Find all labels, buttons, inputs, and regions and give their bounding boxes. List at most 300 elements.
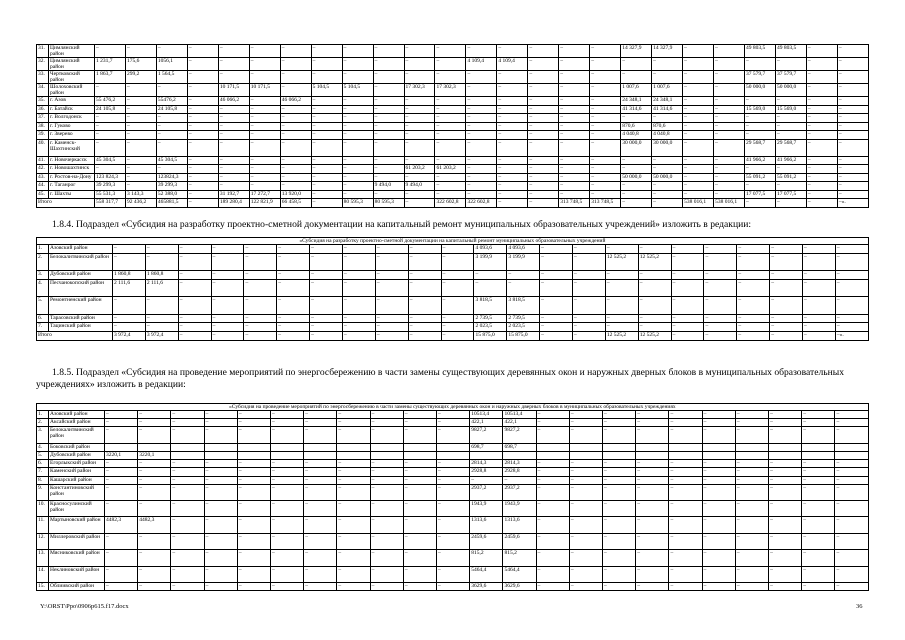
value-cell: – xyxy=(218,122,249,131)
value-cell: – xyxy=(304,484,337,500)
value-cell: – xyxy=(590,114,621,123)
value-cell: – xyxy=(342,58,373,71)
value-cell: – xyxy=(569,460,602,468)
value-cell: 24 105,8 xyxy=(156,105,187,114)
value-cell: – xyxy=(806,182,837,191)
value-cell: – xyxy=(125,139,156,156)
value-cell: – xyxy=(237,468,270,476)
table-caption: «Субсидия на проведение мероприятий по энергосбережению в части замены существующих деревянных окон и наружных дверных блоков в муниципальных образовательных учреждениях xyxy=(37,404,869,411)
value-cell xyxy=(669,443,702,451)
value-cell: – xyxy=(605,279,638,296)
value-cell: – xyxy=(249,139,280,156)
value-cell: – xyxy=(125,182,156,191)
value-cell: – xyxy=(403,419,436,427)
row-number-cell: 40. xyxy=(37,139,49,156)
value-cell: 55 531,3 xyxy=(95,190,126,199)
value-cell: – xyxy=(280,173,311,182)
value-cell: – xyxy=(569,476,602,484)
value-cell: 422,1 xyxy=(470,419,503,427)
value-cell: – xyxy=(404,173,435,182)
row-number-cell: 33. xyxy=(37,71,49,84)
value-cell: 465881,5 xyxy=(156,199,187,208)
value-cell: – xyxy=(370,427,403,443)
value-cell: – xyxy=(683,71,714,84)
value-cell: – xyxy=(528,105,559,114)
value-cell: – xyxy=(603,427,636,443)
value-cell: 49 803,5 xyxy=(745,45,776,58)
table-row xyxy=(37,501,869,517)
value-cell: – xyxy=(702,533,735,549)
table-row xyxy=(37,331,869,340)
value-cell: – xyxy=(211,279,244,296)
value-cell: – xyxy=(218,71,249,84)
value-cell: – xyxy=(540,297,573,314)
value-cell: – xyxy=(337,468,370,476)
value-cell: – xyxy=(590,122,621,131)
value-cell: – xyxy=(621,58,652,71)
value-cell: – xyxy=(770,314,803,323)
value-cell: – xyxy=(178,297,211,314)
value-cell: – xyxy=(138,533,171,549)
value-cell: – xyxy=(466,122,497,131)
value-cell: – xyxy=(280,114,311,123)
value-cell: – xyxy=(528,131,559,140)
value-cell: – xyxy=(138,427,171,443)
row-number-cell: 37. xyxy=(37,114,49,123)
value-cell: 2937,2 xyxy=(470,484,503,500)
district-name-cell: Азовский район xyxy=(49,245,113,254)
district-name-cell: Шолоховский район xyxy=(49,84,95,97)
value-cell: – xyxy=(603,517,636,533)
value-cell: – xyxy=(249,156,280,165)
value-cell: – xyxy=(837,122,868,131)
value-cell: – xyxy=(105,460,138,468)
value-cell: – xyxy=(435,182,466,191)
value-cell xyxy=(503,451,536,459)
value-cell: 122 821,9 xyxy=(249,199,280,208)
table-row xyxy=(37,451,869,459)
value-cell: – xyxy=(652,182,683,191)
value-cell: – xyxy=(745,165,776,174)
row-number-cell: 39. xyxy=(37,131,49,140)
value-cell: – xyxy=(559,114,590,123)
value-cell: 66 458,5 xyxy=(280,199,311,208)
value-cell: – xyxy=(683,156,714,165)
row-number-cell: 44. xyxy=(37,182,49,191)
value-cell: – xyxy=(671,323,704,332)
value-cell: – xyxy=(218,182,249,191)
value-cell: – xyxy=(280,84,311,97)
value-cell: 123824,3 xyxy=(156,173,187,182)
value-cell: – xyxy=(403,566,436,582)
district-name-cell: Чертковский район xyxy=(49,71,95,84)
value-cell: – xyxy=(466,105,497,114)
value-cell: 5464,4 xyxy=(470,566,503,582)
value-cell: – xyxy=(466,97,497,106)
value-cell: – xyxy=(204,460,237,468)
value-cell: – xyxy=(435,139,466,156)
value-cell: – xyxy=(603,501,636,517)
value-cell: – xyxy=(218,139,249,156)
value-cell xyxy=(802,451,835,459)
value-cell: – xyxy=(125,122,156,131)
value-cell: 17 077,5 xyxy=(775,190,806,199)
value-cell: – xyxy=(528,165,559,174)
value-cell: – xyxy=(590,156,621,165)
value-cell: – xyxy=(370,583,403,591)
value-cell: – xyxy=(277,297,310,314)
value-cell: – xyxy=(806,58,837,71)
value-cell: – xyxy=(171,468,204,476)
value-cell: 50 000,0 xyxy=(621,173,652,182)
value-cell: 9827,2 xyxy=(470,427,503,443)
value-cell: – xyxy=(105,468,138,476)
value-cell: – xyxy=(375,271,408,280)
value-cell: 55476,2 xyxy=(156,97,187,106)
value-cell: 12 525,2 xyxy=(605,331,638,340)
value-cell: 299,2 xyxy=(125,71,156,84)
value-cell: – xyxy=(218,165,249,174)
value-cell: – xyxy=(187,165,218,174)
value-cell: – xyxy=(603,550,636,566)
value-cell: – xyxy=(187,84,218,97)
value-cell: – xyxy=(370,419,403,427)
table-row xyxy=(37,443,869,451)
value-cell: – xyxy=(138,460,171,468)
value-cell: – xyxy=(803,279,836,296)
value-cell: – xyxy=(769,583,802,591)
value-cell: – xyxy=(437,468,470,476)
value-cell: – xyxy=(187,71,218,84)
value-cell: – xyxy=(311,182,342,191)
row-number-cell: 36. xyxy=(37,105,49,114)
table-row xyxy=(37,190,869,199)
value-cell: – xyxy=(636,550,669,566)
value-cell: – xyxy=(802,484,835,500)
value-cell: – xyxy=(342,139,373,156)
value-cell: – xyxy=(342,165,373,174)
value-cell: – xyxy=(466,131,497,140)
value-cell: – xyxy=(280,71,311,84)
row-number-cell: 42. xyxy=(37,165,49,174)
value-cell: 15 569,0 xyxy=(775,105,806,114)
value-cell: – xyxy=(105,533,138,549)
value-cell: – xyxy=(683,97,714,106)
value-cell: – xyxy=(337,533,370,549)
value-cell: 322 602,8 xyxy=(466,199,497,208)
row-number-cell: 8. xyxy=(37,476,49,484)
value-cell: – xyxy=(342,45,373,58)
value-cell: – xyxy=(683,45,714,58)
value-cell: – xyxy=(156,84,187,97)
district-name-cell: Тацинский район xyxy=(49,323,113,332)
value-cell: – xyxy=(714,173,745,182)
value-cell: – xyxy=(671,331,704,340)
value-cell: – xyxy=(311,122,342,131)
district-name-cell: г. Ростов-на-Дону xyxy=(49,173,95,182)
value-cell: – xyxy=(573,279,606,296)
value-cell: – xyxy=(603,533,636,549)
value-cell xyxy=(569,451,602,459)
value-cell: – xyxy=(156,122,187,131)
value-cell xyxy=(105,443,138,451)
value-cell: – xyxy=(536,468,569,476)
value-cell: – xyxy=(408,279,441,296)
value-cell: – xyxy=(806,173,837,182)
value-cell: 1313,6 xyxy=(470,517,503,533)
value-cell: 55 091,2 xyxy=(745,173,776,182)
value-cell: – xyxy=(145,314,178,323)
value-cell xyxy=(835,451,868,459)
value-cell: 61 203,2 xyxy=(435,165,466,174)
value-cell xyxy=(403,451,436,459)
value-cell: – xyxy=(702,427,735,443)
value-cell xyxy=(636,443,669,451)
value-cell: – xyxy=(311,131,342,140)
value-cell: – xyxy=(311,173,342,182)
value-cell: – xyxy=(437,411,470,419)
district-name-cell: Тарасовский район xyxy=(49,314,113,323)
value-cell: – xyxy=(311,139,342,156)
value-cell: – xyxy=(714,45,745,58)
value-cell: – xyxy=(835,271,868,280)
table-row xyxy=(37,271,869,280)
page-number: 36 xyxy=(856,603,863,610)
value-cell: – xyxy=(277,271,310,280)
value-cell: 46 066,2 xyxy=(280,97,311,106)
value-cell: 2 111,6 xyxy=(113,279,146,296)
value-cell: – xyxy=(714,156,745,165)
value-cell: – xyxy=(280,182,311,191)
value-cell: – xyxy=(466,114,497,123)
value-cell: – xyxy=(636,460,669,468)
value-cell: – xyxy=(528,97,559,106)
value-cell: – xyxy=(211,323,244,332)
value-cell: – xyxy=(671,314,704,323)
value-cell: – xyxy=(714,71,745,84)
value-cell: – xyxy=(837,97,868,106)
value-cell: – xyxy=(669,517,702,533)
value-cell: 313 748,5 xyxy=(559,199,590,208)
value-cell xyxy=(835,443,868,451)
value-cell: – xyxy=(669,550,702,566)
value-cell: – xyxy=(310,253,343,270)
value-cell: – xyxy=(375,323,408,332)
value-cell: – xyxy=(621,165,652,174)
value-cell: 3 818,5 xyxy=(507,297,540,314)
value-cell: 50 000,0 xyxy=(775,84,806,97)
value-cell: – xyxy=(702,460,735,468)
value-cell: – xyxy=(204,533,237,549)
value-cell: – xyxy=(837,84,868,97)
value-cell: – xyxy=(437,419,470,427)
value-cell: 13 920,0 xyxy=(280,190,311,199)
value-cell: – xyxy=(669,427,702,443)
value-cell: – xyxy=(714,114,745,123)
value-cell xyxy=(769,443,802,451)
value-cell: 1 007,6 xyxy=(621,84,652,97)
value-cell: – xyxy=(125,156,156,165)
table-row xyxy=(37,468,869,476)
value-cell: – xyxy=(590,139,621,156)
value-cell: – xyxy=(802,460,835,468)
value-cell: – xyxy=(113,297,146,314)
value-cell: – xyxy=(636,501,669,517)
value-cell: – xyxy=(435,122,466,131)
value-cell: – xyxy=(375,331,408,340)
value-cell: – xyxy=(735,583,768,591)
value-cell: – xyxy=(704,271,737,280)
value-cell: – xyxy=(304,460,337,468)
table-row xyxy=(37,484,869,500)
value-cell: – xyxy=(683,105,714,114)
value-cell: – xyxy=(735,411,768,419)
value-cell: – xyxy=(497,190,528,199)
value-cell: – xyxy=(573,331,606,340)
value-cell: – xyxy=(559,97,590,106)
value-cell: – xyxy=(540,271,573,280)
value-cell: – xyxy=(310,297,343,314)
table-row xyxy=(37,131,869,140)
value-cell: – xyxy=(704,297,737,314)
value-cell: – xyxy=(342,156,373,165)
value-cell xyxy=(702,451,735,459)
value-cell: – xyxy=(735,468,768,476)
value-cell: – xyxy=(138,411,171,419)
value-cell: – xyxy=(497,156,528,165)
value-cell: – xyxy=(408,331,441,340)
value-cell: – xyxy=(590,71,621,84)
value-cell: – xyxy=(470,476,503,484)
value-cell: – xyxy=(802,427,835,443)
value-cell: 9 494,0 xyxy=(373,182,404,191)
value-cell: – xyxy=(837,105,868,114)
table-row xyxy=(37,165,869,174)
value-cell: – xyxy=(105,550,138,566)
value-cell: – xyxy=(249,58,280,71)
value-cell: – xyxy=(280,58,311,71)
value-cell: – xyxy=(342,182,373,191)
value-cell: – xyxy=(145,245,178,254)
value-cell: – xyxy=(171,411,204,419)
value-cell: – xyxy=(373,139,404,156)
value-cell: – xyxy=(652,165,683,174)
value-cell: – xyxy=(835,517,868,533)
value-cell: – xyxy=(249,131,280,140)
district-name-cell: Цимлянский район xyxy=(49,58,95,71)
value-cell: – xyxy=(683,122,714,131)
value-cell: – xyxy=(304,533,337,549)
value-cell: – xyxy=(403,468,436,476)
value-cell: – xyxy=(835,323,868,332)
value-cell: – xyxy=(770,271,803,280)
value-cell: 1 231,7 xyxy=(95,58,126,71)
value-cell: – xyxy=(370,550,403,566)
value-cell: – xyxy=(466,182,497,191)
value-cell: – xyxy=(769,550,802,566)
value-cell: – xyxy=(590,131,621,140)
value-cell: 39 299,3 xyxy=(156,182,187,191)
value-cell: 815,2 xyxy=(470,550,503,566)
value-cell: – xyxy=(105,411,138,419)
table-row xyxy=(37,533,869,549)
value-cell: – xyxy=(218,173,249,182)
value-cell: – xyxy=(370,468,403,476)
district-name-cell: Кашарский район xyxy=(49,476,105,484)
value-cell: – xyxy=(404,139,435,156)
value-cell: – xyxy=(569,533,602,549)
value-cell: – xyxy=(342,122,373,131)
value-cell: – xyxy=(638,314,671,323)
value-cell: – xyxy=(211,253,244,270)
value-cell: – xyxy=(671,297,704,314)
value-cell: – xyxy=(237,533,270,549)
table-row xyxy=(37,156,869,165)
value-cell: – xyxy=(237,419,270,427)
value-cell: – xyxy=(370,411,403,419)
value-cell: – xyxy=(683,139,714,156)
value-cell: – xyxy=(145,253,178,270)
value-cell: – xyxy=(237,517,270,533)
value-cell: – xyxy=(211,331,244,340)
value-cell: – xyxy=(835,533,868,549)
value-cell: – xyxy=(311,45,342,58)
value-cell: – xyxy=(441,279,474,296)
value-cell: – xyxy=(737,331,770,340)
value-cell: – xyxy=(237,501,270,517)
value-cell: – xyxy=(249,165,280,174)
value-cell: – xyxy=(404,190,435,199)
value-cell: – xyxy=(536,501,569,517)
value-cell: 4 040,8 xyxy=(621,131,652,140)
value-cell: – xyxy=(441,297,474,314)
value-cell xyxy=(204,451,237,459)
value-cell: – xyxy=(370,566,403,582)
value-cell: – xyxy=(803,331,836,340)
value-cell: – xyxy=(652,199,683,208)
row-number-cell: 5. xyxy=(37,451,49,459)
value-cell: – xyxy=(536,476,569,484)
value-cell: 3 199,9 xyxy=(474,253,507,270)
row-number-cell: 9. xyxy=(37,484,49,500)
value-cell: – xyxy=(636,517,669,533)
table-row xyxy=(37,199,869,208)
value-cell: – xyxy=(770,331,803,340)
table-row xyxy=(37,97,869,106)
value-cell: – xyxy=(375,297,408,314)
value-cell: 55 091,2 xyxy=(775,173,806,182)
value-cell: – xyxy=(775,122,806,131)
value-cell: 14 327,9 xyxy=(621,45,652,58)
value-cell: 30 000,0 xyxy=(621,139,652,156)
value-cell: – xyxy=(435,45,466,58)
value-cell: – xyxy=(802,419,835,427)
value-cell: – xyxy=(105,501,138,517)
value-cell xyxy=(204,443,237,451)
value-cell: – xyxy=(204,419,237,427)
value-cell: – xyxy=(714,58,745,71)
value-cell: – xyxy=(171,460,204,468)
value-cell: – xyxy=(403,427,436,443)
value-cell: – xyxy=(769,419,802,427)
value-cell: – xyxy=(404,114,435,123)
value-cell: – xyxy=(714,182,745,191)
value-cell: – xyxy=(536,517,569,533)
value-cell: – xyxy=(237,476,270,484)
value-cell: – xyxy=(466,84,497,97)
district-name-cell: г. Батайск xyxy=(49,105,95,114)
value-cell: – xyxy=(249,71,280,84)
